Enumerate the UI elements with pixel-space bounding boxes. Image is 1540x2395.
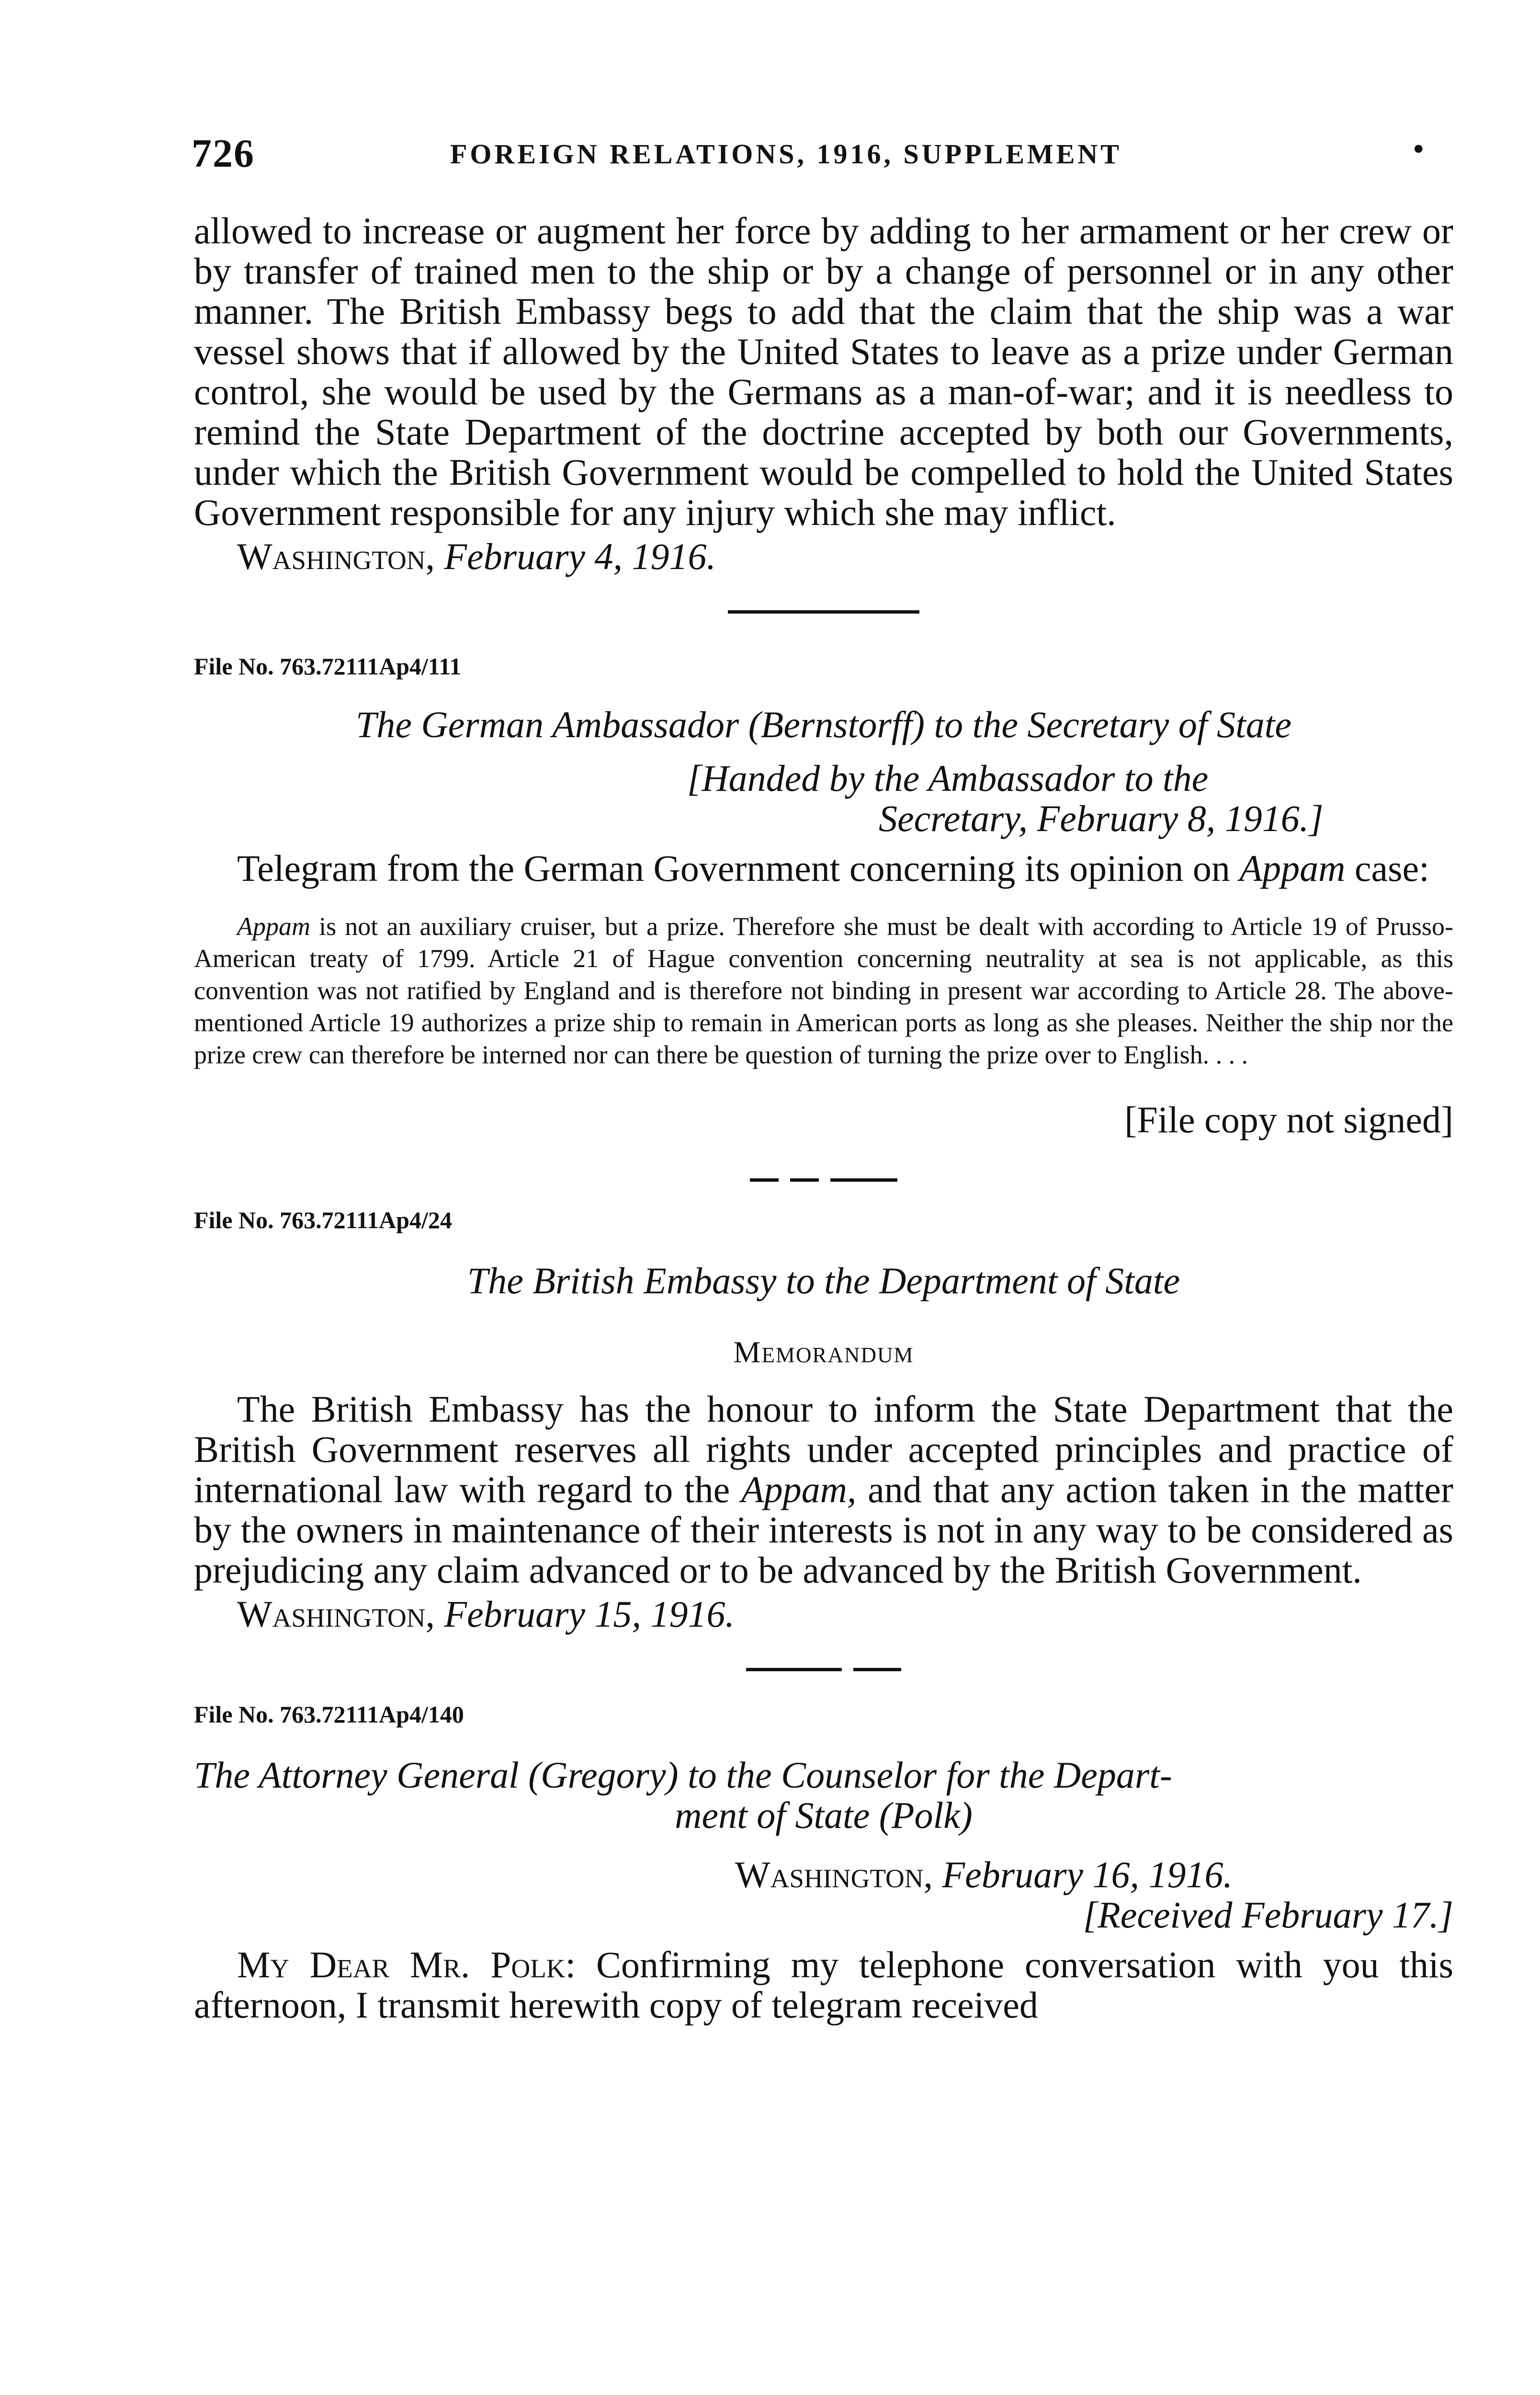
handed-note-line2: Secretary, February 8, 1916.]	[879, 798, 1324, 839]
document-heading-line2: ment of State (Polk)	[675, 1794, 973, 1836]
memorandum-heading: Memorandum	[733, 1335, 914, 1369]
file-number: File No. 763.72111Ap4/111	[194, 653, 462, 680]
intro-end: case:	[1354, 847, 1429, 889]
dateline-place: Washington,	[735, 1854, 933, 1895]
letter-text: Confirming my telephone conversation with you this afternoon, I transmit herewith copy of telegram received	[194, 1944, 1454, 2026]
dateline-place: Washington,	[237, 1593, 435, 1635]
document-heading: The British Embassy to the Department of State	[467, 1260, 1180, 1301]
section-rule	[728, 610, 919, 614]
page-content	[194, 211, 1453, 2025]
document-heading: The German Ambassador (Bernstorff) to the Secretary of State	[355, 704, 1292, 745]
memorandum-text-part2: and that any action taken in the matter by the owners in maintenance of their interests is not in any way to be considered as prejudicing any claim advanced or to be advanced by the British Government.	[194, 1469, 1454, 1591]
running-title: FOREIGN RELATIONS, 1916, SUPPLEMENT	[450, 138, 1122, 170]
file-number: File No. 763.72111Ap4/140	[194, 1701, 464, 1728]
telegram-extract	[194, 911, 1453, 1071]
continuation-paragraph: allowed to increase or augment her force by adding to her armament or her crew or by transfer of trained men to the ship or by a change of personnel or in any other manner. The British Embassy begs to add that the claim that the ship was a war vessel shows that if allowed by the United States to leave as a prize under German control, she would be used by the Germans as a man-of-war; and it is needless to remind the State Department of the doctrine accepted by both our Governments, under which the British Government would be compelled to hold the United States Government responsible for any injury which she may inflict.	[194, 210, 1453, 533]
letter-paragraph	[194, 1945, 1453, 2025]
intro-paragraph	[194, 848, 1453, 889]
extract-text: is not an auxiliary cruiser, but a prize. Therefore she must be dealt with according to Article 19 of Prusso-American treaty of 1799. Article 21 of Hague convention concerning neutrality at sea is not applicable, as this convention was not ratified by England and is therefore not binding in present war according to Article 28. The above-mentioned Article 19 authorizes a prize ship to remain in American ports as long as she pleases. Neither the ship nor the prize crew can therefore be interned nor can there be question of turning the prize over to English. . . .	[194, 912, 1454, 1069]
extract-ship-name: Appam	[237, 912, 310, 941]
memorandum-ship-name: Appam,	[741, 1469, 857, 1510]
salutation: My Dear Mr. Polk:	[237, 1944, 576, 1985]
memorandum-text-part1: The British Embassy has the honour to inform the State Department that the British Government reserves all rights under accepted principles and practice of international law with regard to the	[194, 1388, 1453, 1510]
header-dot: •	[1413, 131, 1425, 168]
section-rule	[194, 1178, 1453, 1182]
document-heading-line1: The Attorney General (Gregory) to the Counselor for the Depart-	[194, 1754, 1172, 1796]
dateline	[735, 1855, 1453, 1895]
dateline-date: February 15, 1916.	[444, 1593, 735, 1635]
dateline	[237, 1594, 1453, 1634]
dateline-date: February 16, 1916.	[942, 1854, 1233, 1895]
page-number: 726	[192, 131, 255, 176]
section-rule	[194, 1668, 1453, 1671]
file-copy-note: [File copy not signed]	[1124, 1099, 1453, 1140]
intro-ship-name: Appam	[1239, 847, 1346, 889]
memorandum-paragraph	[194, 1389, 1453, 1590]
running-head	[192, 130, 1456, 176]
intro-text: Telegram from the German Government concerning its opinion on	[237, 847, 1230, 889]
file-number: File No. 763.72111Ap4/24	[194, 1207, 452, 1233]
received-note: [Received February 17.]	[1083, 1894, 1453, 1936]
dateline	[237, 536, 1453, 577]
handed-note-line1: [Handed by the Ambassador to the	[687, 757, 1209, 799]
dateline-date: February 4, 1916.	[444, 536, 716, 577]
dateline-place: Washington,	[237, 536, 435, 577]
